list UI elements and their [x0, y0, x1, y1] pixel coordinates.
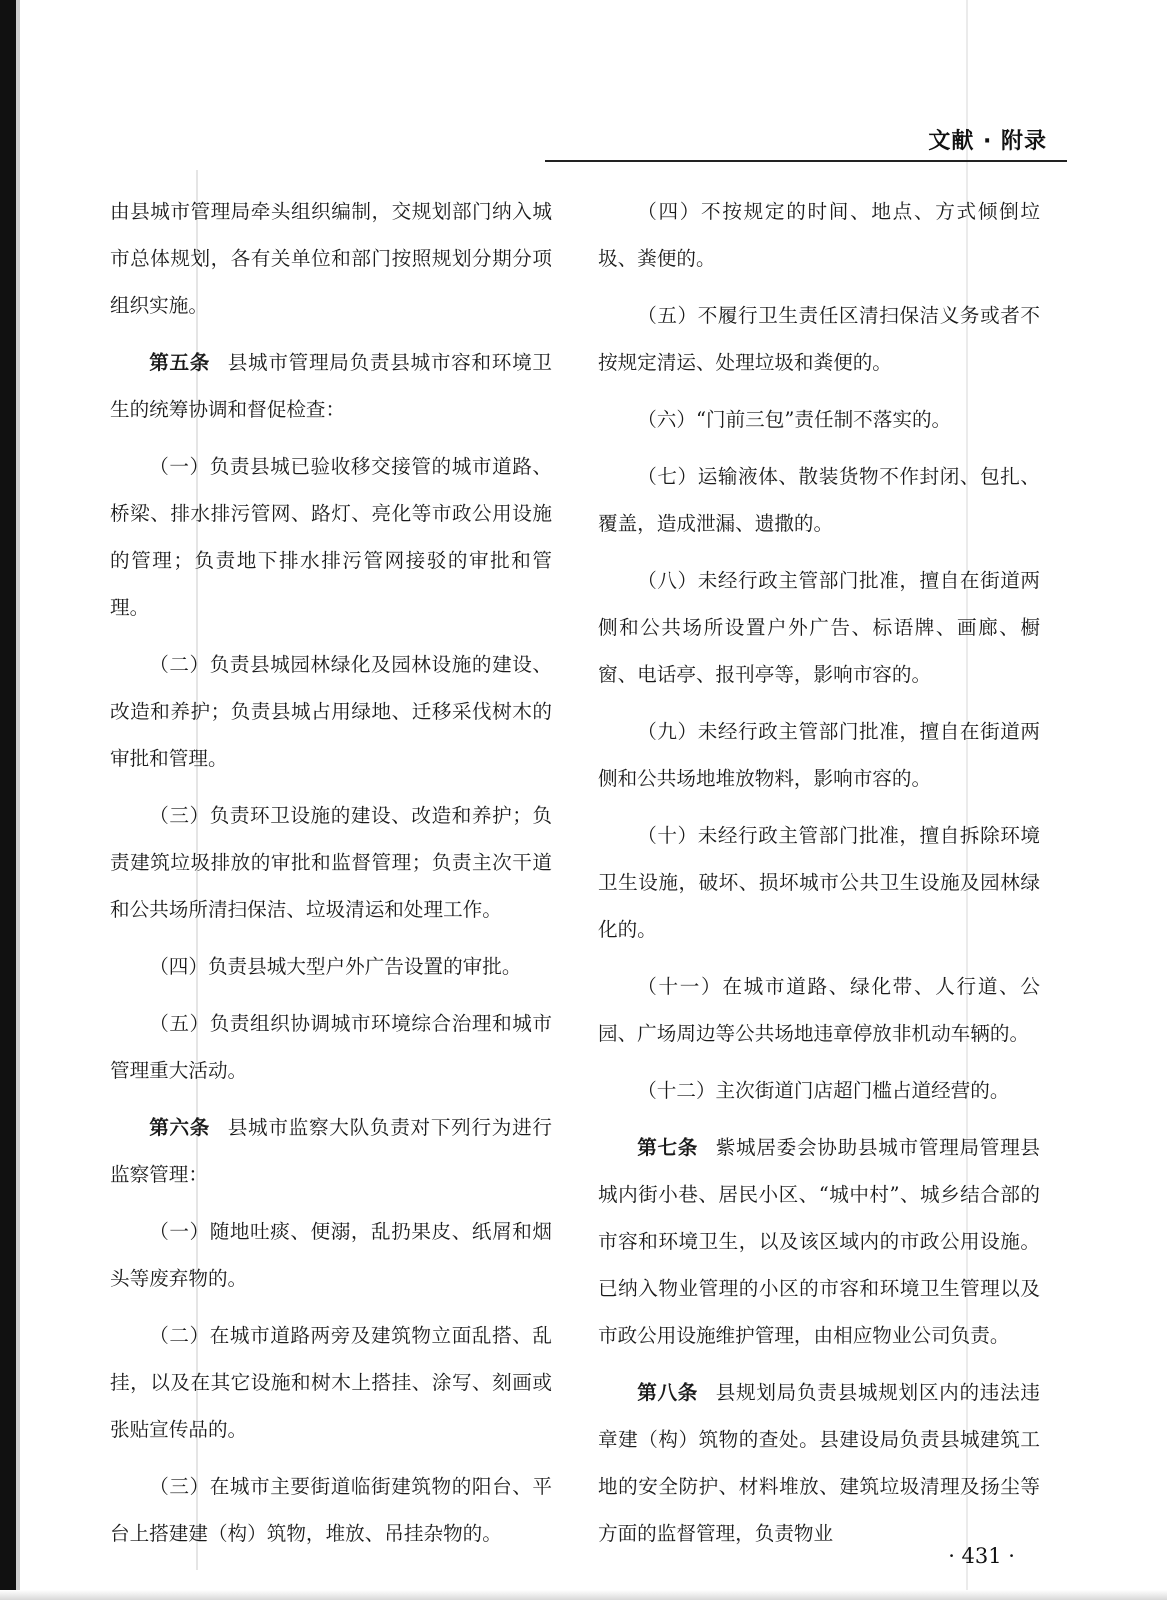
scan-left-edge — [0, 0, 16, 1600]
running-header-title: 文献 · 附录 — [928, 129, 1047, 154]
article-label: 第七条 — [637, 1136, 699, 1159]
clause-paragraph: （一）负责县城已验收移交接管的城市道路、桥梁、排水排污管网、路灯、亮化等市政公用设施的管理；负责地下排水排污管网接驳的审批和管理。 — [110, 455, 552, 619]
article-text: 县规划局负责县城规划区内的违法违章建（构）筑物的查处。县建设局负责县城建筑工地的安全防护、材料堆放、建筑垃圾清理及扬尘等方面的监督管理，负责物业 — [598, 1381, 1041, 1545]
clause-paragraph: （三）在城市主要街道临街建筑物的阳台、平台上搭建建（构）筑物，堆放、吊挂杂物的。 — [110, 1475, 552, 1545]
article-text: 紫城居委会协助县城市管理局管理县城内街小巷、居民小区、“城中村”、城乡结合部的市容和环境卫生，以及该区域内的市政公用设施。已纳入物业管理的小区的市容和环境卫生管理以及市政公用设施维护管理，由相应物业公司负责。 — [598, 1136, 1041, 1347]
clause-paragraph: （十）未经行政主管部门批准，擅自拆除环境卫生设施，破坏、损坏城市公共卫生设施及园林绿化的。 — [598, 824, 1040, 941]
clause-paragraph: （八）未经行政主管部门批准，擅自在街道两侧和公共场所设置户外广告、标语牌、画廊、橱窗、电话亭、报刊亭等，影响市容的。 — [598, 569, 1040, 686]
left-text-column — [110, 188, 552, 1567]
page-number: · 431 · — [948, 1544, 1015, 1568]
clause-paragraph: （一）随地吐痰、便溺，乱扔果皮、纸屑和烟头等废弃物的。 — [110, 1220, 552, 1290]
clause-paragraph: （十一）在城市道路、绿化带、人行道、公园、广场周边等公共场地违章停放非机动车辆的。 — [598, 975, 1040, 1045]
clause-paragraph: （四）负责县城大型户外广告设置的审批。 — [149, 955, 522, 978]
clause-paragraph: （六）“门前三包”责任制不落实的。 — [637, 408, 952, 431]
article-paragraph — [110, 339, 552, 433]
article-label: 第五条 — [149, 351, 211, 374]
scan-left-edge-shadow — [16, 0, 20, 1600]
clause-paragraph: （三）负责环卫设施的建设、改造和养护；负责建筑垃圾排放的审批和监督管理；负责主次干道和公共场所清扫保洁、垃圾清运和处理工作。 — [110, 804, 552, 921]
clause-paragraph: （五）不履行卫生责任区清扫保洁义务或者不按规定清运、处理垃圾和粪便的。 — [598, 304, 1040, 374]
article-text: 县城市监察大队负责对下列行为进行监察管理： — [110, 1116, 553, 1186]
right-text-column — [598, 188, 1040, 1567]
clause-paragraph: （十二）主次街道门店超门槛占道经营的。 — [637, 1079, 1010, 1102]
paragraph-continued: 由县城市管理局牵头组织编制，交规划部门纳入城市总体规划，各有关单位和部门按照规划分期分项组织实施。 — [110, 200, 552, 317]
clause-paragraph: （七）运输液体、散装货物不作封闭、包扎、覆盖，造成泄漏、遗撒的。 — [598, 465, 1040, 535]
header-rule — [545, 160, 1067, 162]
article-text: 县城市管理局负责县城市容和环境卫生的统筹协调和督促检查： — [110, 351, 553, 421]
clause-paragraph: （五）负责组织协调城市环境综合治理和城市管理重大活动。 — [110, 1012, 552, 1082]
clause-paragraph: （九）未经行政主管部门批准，擅自在街道两侧和公共场地堆放物料，影响市容的。 — [598, 720, 1040, 790]
scan-bottom-edge — [0, 1590, 1167, 1600]
clause-paragraph: （二）负责县城园林绿化及园林设施的建设、改造和养护；负责县城占用绿地、迁移采伐树木的审批和管理。 — [110, 653, 552, 770]
clause-paragraph: （四）不按规定的时间、地点、方式倾倒垃圾、粪便的。 — [598, 200, 1040, 270]
article-paragraph — [110, 1104, 552, 1198]
clause-paragraph: （二）在城市道路两旁及建筑物立面乱搭、乱挂，以及在其它设施和树木上搭挂、涂写、刻画或张贴宣传品的。 — [110, 1324, 552, 1441]
article-label: 第六条 — [149, 1116, 211, 1139]
article-paragraph — [598, 1369, 1040, 1557]
article-paragraph — [598, 1124, 1040, 1359]
article-label: 第八条 — [637, 1381, 699, 1404]
